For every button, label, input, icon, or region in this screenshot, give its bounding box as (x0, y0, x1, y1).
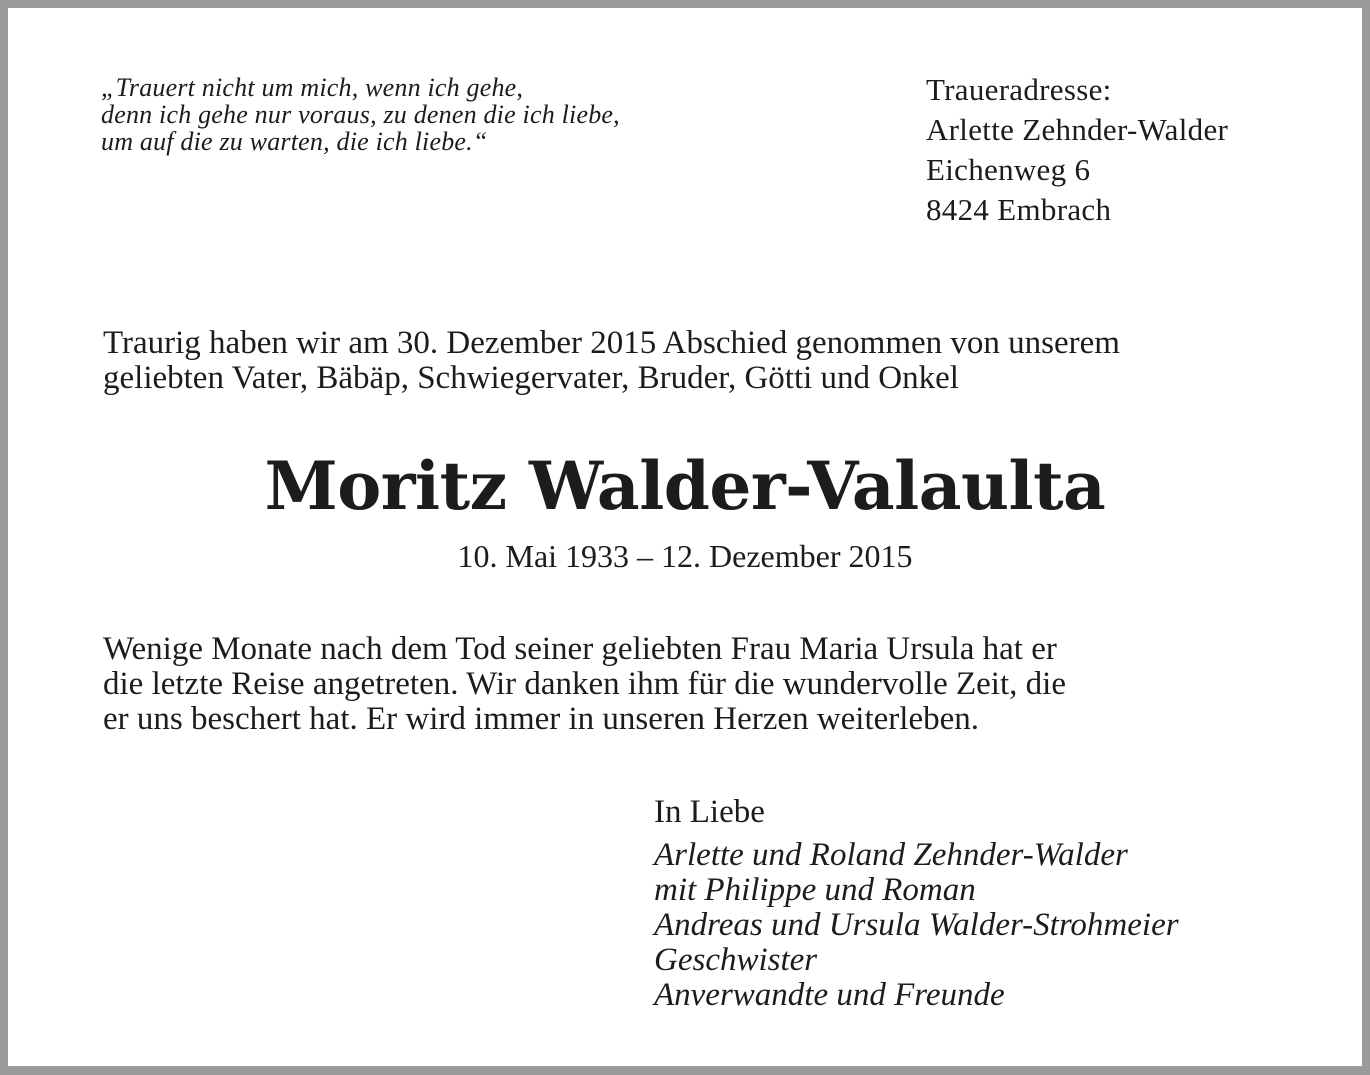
memorial-quote (101, 74, 620, 155)
address-street: Eichenweg 6 (926, 152, 1091, 187)
deceased-name: Moritz Walder-Valaulta (264, 447, 1106, 525)
obituary-notice (8, 8, 1362, 1066)
address-city: 8424 Embrach (926, 192, 1112, 227)
intro-text (103, 326, 1120, 396)
closing-label: In Liebe (654, 794, 765, 830)
signatory-line: mit Philippe und Roman (654, 872, 976, 908)
quote-line: um auf die zu warten, die ich liebe.“ (101, 127, 488, 156)
signatory-line: Arlette und Roland Zehnder-Walder (654, 837, 1128, 873)
address-label: Traueradresse: (926, 72, 1112, 107)
quote-line: denn ich gehe nur voraus, zu denen die ich liebe, (101, 100, 620, 129)
signatories (654, 838, 1179, 1013)
signatory-line: Andreas und Ursula Walder-Strohmeier (654, 907, 1179, 943)
intro-line: geliebten Vater, Bäbäp, Schwiegervater, Bruder, Götti und Onkel (103, 360, 959, 396)
body-text (103, 632, 1066, 737)
life-dates: 10. Mai 1933 – 12. Dezember 2015 (457, 538, 913, 574)
intro-line: Traurig haben wir am 30. Dezember 2015 Abschied genommen von unserem (103, 325, 1120, 361)
body-line: er uns beschert hat. Er wird immer in unseren Herzen weiterleben. (103, 701, 979, 737)
quote-line: „Trauert nicht um mich, wenn ich gehe, (101, 73, 524, 102)
body-line: die letzte Reise angetreten. Wir danken ihm für die wundervolle Zeit, die (103, 666, 1066, 702)
mourning-address (926, 70, 1228, 230)
address-name: Arlette Zehnder-Walder (926, 112, 1229, 147)
signatory-line: Geschwister (654, 942, 818, 978)
signatory-line: Anverwandte und Freunde (654, 977, 1005, 1013)
body-line: Wenige Monate nach dem Tod seiner geliebten Frau Maria Ursula hat er (103, 631, 1057, 667)
